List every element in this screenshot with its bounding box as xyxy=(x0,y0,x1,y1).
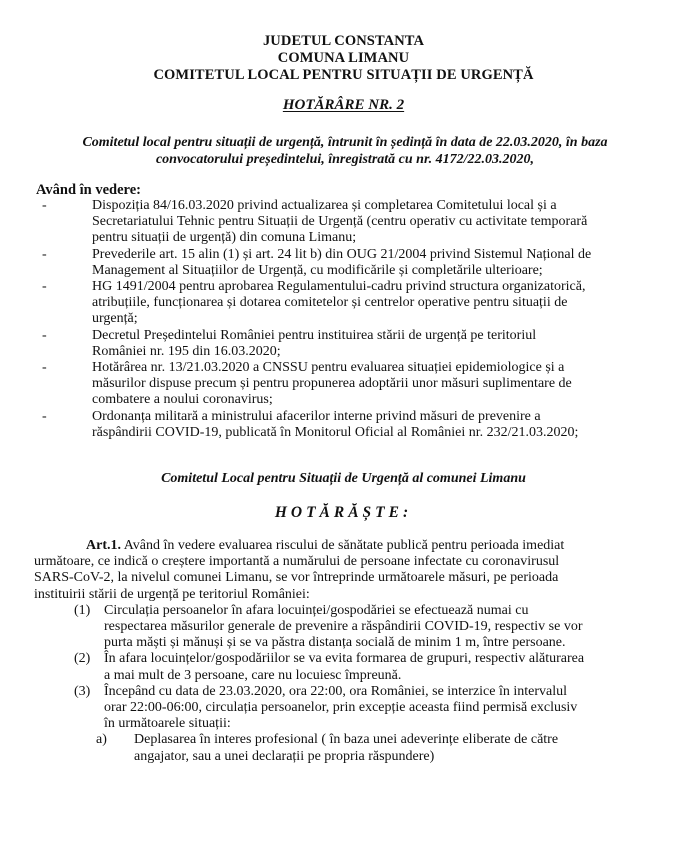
bullet-marker: - xyxy=(42,198,47,213)
list-item-line: în următoarele situații: xyxy=(104,716,231,732)
list-item xyxy=(34,684,654,733)
list-item-line: Management al Situațiilor de Urgență, cu modificările și completările ulterioare; xyxy=(92,262,543,278)
intro-line-1: Comitetul local pentru situații de urgență, întrunit în ședință în data de 22.03.2020, în baza xyxy=(82,135,608,150)
bullet-marker: - xyxy=(42,246,47,262)
list-item-line: respectarea măsurilor generale de prevenire a răspândirii COVID-19, respectiv se vor xyxy=(104,619,583,635)
exceptions-list xyxy=(34,732,654,764)
article-paragraph xyxy=(34,538,654,554)
header-committee: COMITETUL LOCAL PENTRU SITUAȚII DE URGENȚĂ xyxy=(153,67,534,83)
list-item xyxy=(38,360,678,409)
bullet-marker: - xyxy=(42,408,47,424)
list-item-line: urgență; xyxy=(92,311,138,327)
item-number: (2) xyxy=(74,651,91,667)
list-item xyxy=(34,732,654,764)
list-item xyxy=(34,603,654,652)
bullet-marker: - xyxy=(42,327,47,343)
list-item xyxy=(38,247,678,279)
list-item-line: Prevederile art. 15 alin (1) și art. 24 lit b) din OUG 21/2004 privind Sistemul Național de xyxy=(92,246,592,262)
list-item-line: Începând cu data de 23.03.2020, ora 22:00, ora României, se interzice în intervalul xyxy=(104,683,568,699)
item-number: (1) xyxy=(74,602,91,618)
list-item-line: atribuțiile, funcționarea și dotarea comitetelor și centrelor operative pentru situații de xyxy=(92,295,568,311)
list-item-line: Decretul Președintelui României pentru instituirea stării de urgență pe teritoriul xyxy=(92,327,537,343)
list-item xyxy=(38,409,678,441)
considerations-list xyxy=(38,198,678,441)
considering-label: Având în vedere: xyxy=(36,182,141,198)
list-item-line: Hotărârea nr. 13/21.03.2020 a CNSSU pentru evaluarea situației epidemiologice și a xyxy=(92,360,565,376)
measures-list xyxy=(34,603,654,733)
list-item-line: În afara locuințelor/gospodăriilor se va evita formarea de grupuri, respectiv alăturarea xyxy=(104,651,585,667)
list-item-line: răspândirii COVID-19, publicată în Monitorul Oficial al României nr. 232/21.03.2020; xyxy=(92,424,579,440)
list-item-line: Circulația persoanelor în afara locuinței/gospodăriei se efectuează numai cu xyxy=(104,602,529,618)
list-item-line: combatere a noului coronavirus; xyxy=(92,392,273,408)
list-item-line: purta măști și mănuși și se va păstra distanța socială de minim 1 m, între persoane. xyxy=(104,635,566,651)
list-item-line: HG 1491/2004 pentru aprobarea Regulamentului-cadru privind structura organizatorică, xyxy=(92,279,586,295)
list-item xyxy=(38,198,678,247)
list-item-line: Secretariatului Tehnic pentru Situații de Urgență (centru operativ cu activitate temporară xyxy=(92,214,588,230)
list-item-line: angajator, sau a unei declarații pe propria răspundere) xyxy=(134,748,435,764)
list-item-line: pentru situații de urgență) din comuna Limanu; xyxy=(92,230,357,246)
list-item xyxy=(38,328,678,360)
list-item-line: Deplasarea în interes profesional ( în baza unei adeverințe eliberate de către xyxy=(134,732,559,748)
bullet-marker: - xyxy=(42,279,47,295)
article-label: Art.1. xyxy=(86,538,121,553)
article-text-line: Având în vedere evaluarea riscului de sănătate publică pentru perioada imediat xyxy=(123,538,565,553)
item-number: (3) xyxy=(74,683,91,699)
list-item-line: României nr. 195 din 16.03.2020; xyxy=(92,343,281,359)
bullet-marker: - xyxy=(42,360,47,376)
article-text-line: instituirii stării de urgență pe teritoriul României: xyxy=(34,586,310,602)
header-county: JUDETUL CONSTANTA xyxy=(262,33,425,49)
article-text-line: următoare, ce indică o creștere importantă a numărului de persoane infectate cu coronavirusul xyxy=(34,554,560,570)
article-text-line: SARS-CoV-2, la nivelul comunei Limanu, se vor întreprinde următoarele măsuri, pe perioada xyxy=(34,570,559,586)
list-item-line: Ordonanța militară a ministrului afacerilor interne privind măsuri de prevenire a xyxy=(92,408,541,424)
decision-title: HOTĂRÂRE NR. 2 xyxy=(282,97,405,113)
decides-heading: HOTĂRĂȘTE: xyxy=(274,504,413,521)
intro-line-2: convocatorului președintelui, înregistrată cu nr. 4172/22.03.2020, xyxy=(155,152,535,167)
list-item-line: măsurilor dispuse precum și pentru propunerea adoptării unor măsuri suplimentare de xyxy=(92,376,572,392)
list-item xyxy=(38,279,678,328)
list-item-line: Dispoziția 84/16.03.2020 privind actualizarea și completarea Comitetului local și a xyxy=(92,198,557,213)
header-commune: COMUNA LIMANU xyxy=(277,50,410,66)
list-item-line: a mai mult de 3 persoane, care nu locuiesc împreună. xyxy=(104,667,402,683)
item-number: a) xyxy=(96,732,107,748)
article-1 xyxy=(34,538,654,765)
list-item-line: orar 22:00-06:00, circulația persoanelor, prin excepție aceasta fiind permisă exclusiv xyxy=(104,700,578,716)
list-item xyxy=(34,651,654,683)
committee-line: Comitetul Local pentru Situații de Urgență al comunei Limanu xyxy=(161,471,526,486)
